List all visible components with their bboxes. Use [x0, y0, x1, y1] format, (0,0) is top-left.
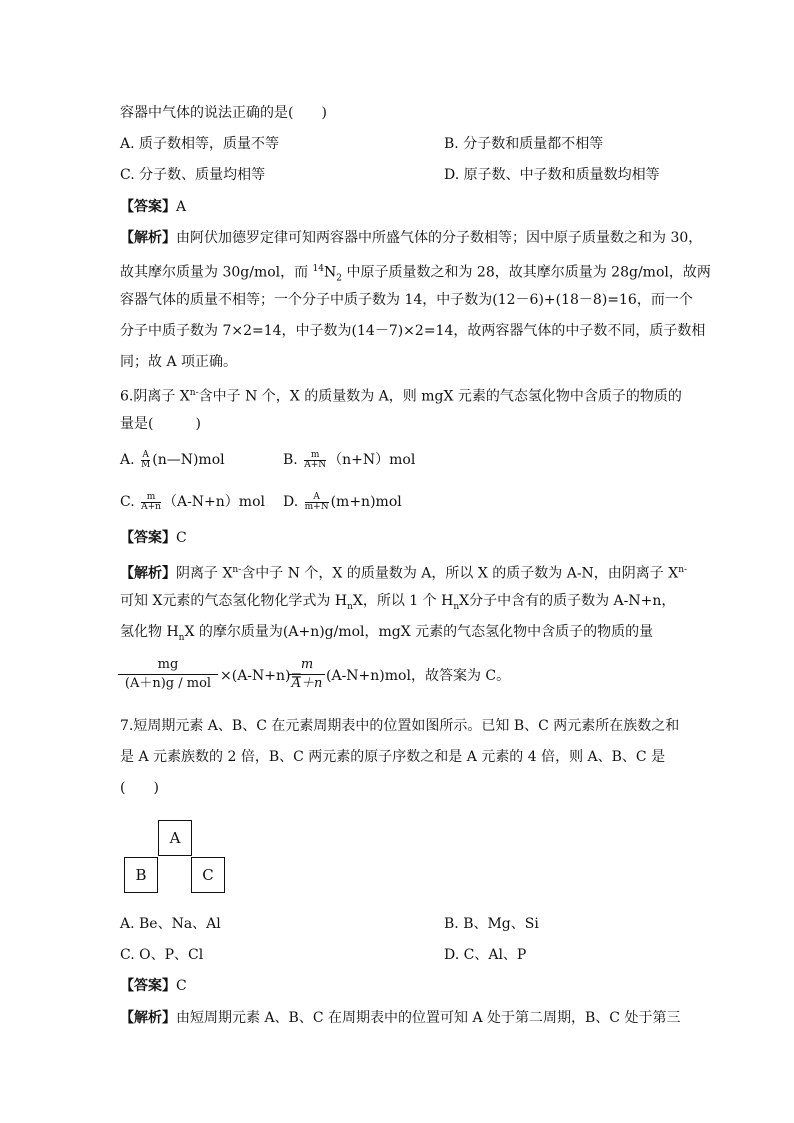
fraction — [304, 451, 326, 470]
subscript: n — [347, 601, 353, 612]
subscript: 2 — [336, 273, 343, 284]
q6-analysis-line-1 — [120, 560, 687, 584]
q5-analysis-line-4: 分子中质子数为 7×2=14，中子数为(14－7)×2=14，故两容器气体的中子数不同，质子数相 — [120, 323, 706, 339]
option-text: （n+N）mol — [328, 452, 416, 468]
numerator: m — [141, 493, 161, 503]
q6-stem-line-1 — [120, 383, 682, 407]
q7-option-c: C. O、P、Cl — [120, 947, 204, 963]
q7-stem-line-3: ( ) — [120, 780, 159, 796]
analysis-label: 【解析】 — [120, 230, 176, 246]
numerator: A — [305, 493, 329, 503]
denominator: A+N — [304, 459, 327, 470]
q7-stem-line-2: 是 A 元素族数的 2 倍，B、C 两元素的原子序数之和是 A 元素的 4 倍，则 A、B、C 是 — [120, 749, 666, 765]
option-letter: A. — [120, 452, 135, 468]
question-text: 6.阴离子 X — [120, 388, 190, 405]
analysis-text: 可知 X元素的气态氢化物化学式为 H — [120, 593, 348, 609]
formula-fraction-2 — [289, 656, 325, 693]
q7-option-b: B. B、Mg、Si — [444, 916, 539, 932]
answer-value: C — [176, 530, 187, 546]
numerator: A — [142, 449, 149, 460]
analysis-text: X，所以 1 个 H — [352, 593, 454, 609]
fraction — [141, 451, 150, 470]
ion-charge: n- — [232, 565, 242, 575]
q5-option-a: A. 质子数相等，质量不等 — [120, 136, 280, 152]
denominator: M — [141, 459, 151, 470]
fraction — [141, 493, 161, 512]
q5-option-d: D. 原子数、中子数和质量数均相等 — [444, 167, 660, 183]
analysis-text: X分子中含有的质子数为 A-N+n， — [459, 593, 676, 609]
analysis-label: 【解析】 — [120, 565, 176, 582]
analysis-text: 氢化物 H — [120, 624, 179, 640]
subscript: n — [178, 632, 185, 643]
numerator: m — [300, 657, 314, 672]
answer-label: 【答案】 — [120, 530, 176, 546]
question-text: 含中子 N 个，X 的质量数为 A，则 mgX 元素的气态氢化物中含质子的物质的 — [198, 388, 682, 405]
subscript: n — [453, 601, 460, 612]
denominator: A+n — [141, 501, 161, 512]
ion-charge: n- — [678, 565, 688, 575]
answer-value: A — [176, 199, 187, 215]
q5-analysis-line-2 — [120, 259, 711, 288]
formula-tail: (A-N+n)mol，故答案为 C。 — [326, 668, 511, 684]
isotope-mass: 14 — [312, 264, 325, 274]
formula-middle: ×(A-N+n)= — [220, 668, 303, 684]
answer-label: 【答案】 — [120, 978, 176, 994]
numerator: m — [304, 451, 326, 461]
q6-option-b — [283, 450, 415, 470]
option-letter: C. — [120, 494, 135, 510]
q6-analysis-line-3 — [120, 622, 653, 648]
q7-option-d: D. C、Al、P — [444, 947, 527, 963]
q6-option-c — [120, 492, 265, 512]
fraction — [305, 493, 329, 512]
analysis-text: 中原子质量数之和为 28，故其摩尔质量为 28g/mol，故两 — [342, 264, 711, 281]
q5-answer — [120, 197, 186, 217]
analysis-text: 由阿伏加德罗定律可知两容器中所盛气体的分子数相等；因中原子质量数之和为 30， — [176, 230, 703, 246]
analysis-text: 含中子 N 个，X 的质量数为 A，所以 X 的质子数为 A-N，由阴离子 X — [241, 565, 679, 582]
denominator: (A＋n)g / mol — [118, 674, 218, 693]
q7-analysis-line-1 — [120, 1008, 680, 1028]
q6-option-d — [283, 492, 402, 512]
analysis-text: 阴离子 X — [176, 565, 233, 582]
denominator: m+N — [304, 501, 329, 512]
cell-b: B — [124, 857, 158, 893]
q7-stem-line-1: 7.短周期元素 A、B、C 在元素周期表中的位置如图所示。已知 B、C 两元素所在族数之和 — [120, 718, 680, 734]
q5-analysis-line-3: 容器气体的质量不相等；一个分子中质子数为 14，中子数为(12－6)+(18－8)=16，而一个 — [120, 292, 693, 308]
numerator: mg — [157, 657, 179, 672]
answer-label: 【答案】 — [120, 199, 176, 215]
cell-c: C — [191, 857, 225, 893]
q5-analysis-line-1 — [120, 228, 702, 248]
option-text: (n—N)mol — [152, 452, 225, 468]
analysis-label: 【解析】 — [120, 1010, 176, 1026]
analysis-text: 故其摩尔质量为 30g/mol，而 — [120, 264, 313, 281]
q6-analysis-line-2 — [120, 591, 675, 617]
option-text: （A-N+n）mol — [162, 494, 265, 510]
formula-fraction-1 — [118, 656, 218, 693]
ion-charge: n- — [189, 388, 199, 398]
answer-value: C — [176, 978, 187, 994]
q5-option-b: B. 分子数和质量都不相等 — [444, 136, 604, 152]
q6-answer — [120, 528, 187, 548]
option-text: (m+n)mol — [330, 494, 402, 510]
q7-option-a: A. Be、Na、Al — [120, 916, 221, 932]
q5-stem-tail: 容器中气体的说法正确的是( ) — [120, 105, 327, 121]
option-letter: D. — [283, 494, 299, 510]
denominator: A＋n — [289, 674, 325, 693]
q6-stem-line-2: 量是( ) — [120, 416, 201, 432]
q7-answer — [120, 976, 187, 996]
cell-a: A — [158, 820, 192, 856]
element-symbol: N — [324, 264, 337, 281]
q6-option-a — [120, 450, 225, 470]
q5-analysis-line-5: 同；故 A 项正确。 — [120, 354, 238, 370]
analysis-text: X 的摩尔质量为(A+n)g/mol，mgX 元素的气态氢化物中含质子的物质的量 — [184, 624, 654, 640]
option-letter: B. — [283, 452, 298, 468]
analysis-text: 由短周期元素 A、B、C 在周期表中的位置可知 A 处于第二周期，B、C 处于第三 — [176, 1010, 681, 1026]
q5-option-c: C. 分子数、质量均相等 — [120, 167, 266, 183]
